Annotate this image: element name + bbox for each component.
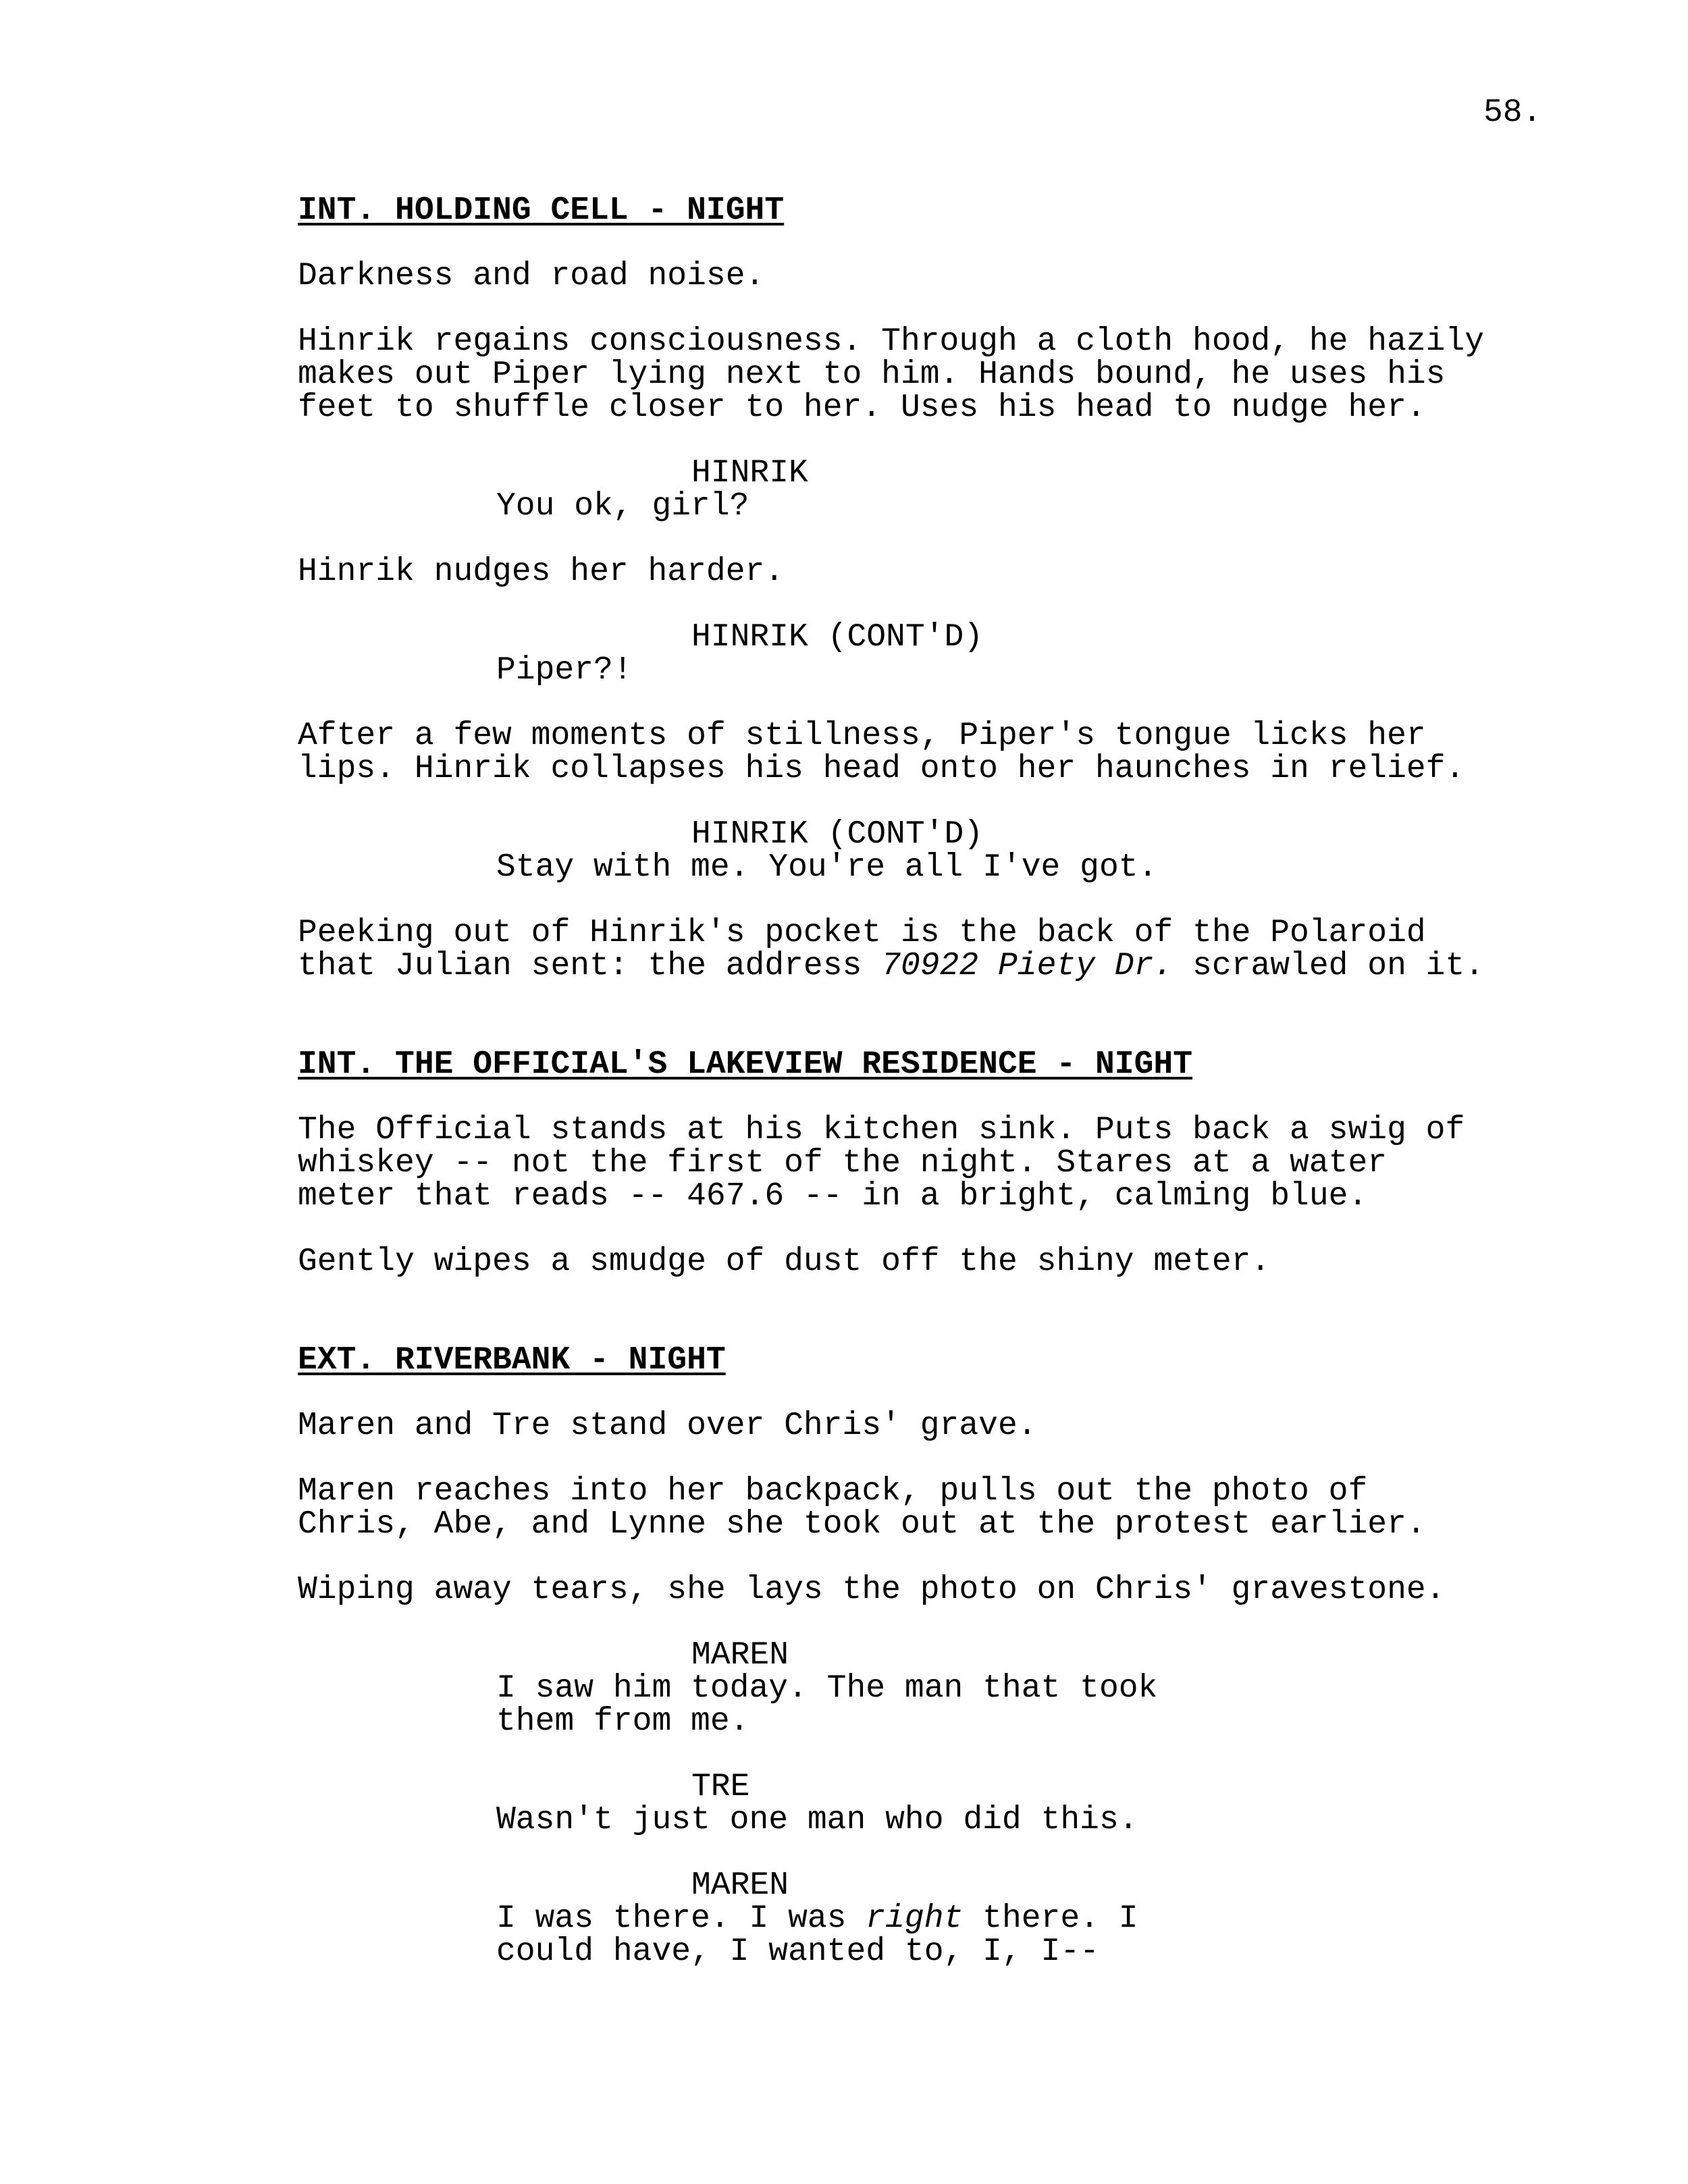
- dialogue-line: them from me.: [496, 1703, 749, 1740]
- action-line: Hinrik nudges her harder.: [298, 554, 785, 590]
- action-line: The Official stands at his kitchen sink. Puts back a swig of: [298, 1112, 1465, 1148]
- action-line: After a few moments of stillness, Piper's tongue licks her: [298, 718, 1426, 754]
- action-line: makes out Piper lying next to him. Hands bound, he uses his: [298, 356, 1446, 393]
- dialogue-line: I saw him today. The man that took: [496, 1670, 1158, 1707]
- action-line-with-address: [298, 950, 1484, 983]
- dialogue-line: Stay with me. You're all I've got.: [496, 849, 1158, 886]
- action-line: Gently wipes a smudge of dust off the shiny meter.: [298, 1244, 1271, 1280]
- address-text: 70922 Piety Dr.: [881, 948, 1173, 984]
- action-line: Darkness and road noise.: [298, 258, 765, 294]
- scene-heading: INT. HOLDING CELL - NIGHT: [298, 192, 785, 229]
- action-line: Wiping away tears, she lays the photo on Chris' gravestone.: [298, 1572, 1446, 1608]
- character-name: TRE: [691, 1769, 750, 1805]
- character-name: MAREN: [691, 1867, 789, 1904]
- action-line: Chris, Abe, and Lynne she took out at the protest earlier.: [298, 1506, 1426, 1543]
- action-text: scrawled on it.: [1173, 948, 1485, 984]
- character-name: MAREN: [691, 1637, 789, 1674]
- action-line: Peeking out of Hinrik's pocket is the back of the Polaroid: [298, 915, 1426, 951]
- character-name: HINRIK (CONT'D): [691, 619, 984, 656]
- action-line: lips. Hinrik collapses his head onto her haunches in relief.: [298, 751, 1465, 787]
- action-line: Maren reaches into her backpack, pulls out the photo of: [298, 1473, 1368, 1510]
- dialogue-line: could have, I wanted to, I, I--: [496, 1934, 1099, 1970]
- dialogue-text: I was there. I was: [496, 1900, 866, 1937]
- action-line: meter that reads -- 467.6 -- in a bright, calming blue.: [298, 1178, 1368, 1215]
- dialogue-line: You ok, girl?: [496, 488, 749, 525]
- scene-heading: EXT. RIVERBANK - NIGHT: [298, 1342, 726, 1379]
- action-text: that Julian sent: the address: [298, 948, 882, 984]
- character-name: HINRIK (CONT'D): [691, 816, 984, 853]
- action-line: Hinrik regains consciousness. Through a cloth hood, he hazily: [298, 323, 1485, 360]
- action-line: feet to shuffle closer to her. Uses his head to nudge her.: [298, 390, 1426, 426]
- dialogue-line-with-emphasis: [496, 1902, 1138, 1936]
- character-name: HINRIK: [691, 455, 808, 491]
- dialogue-line: Piper?!: [496, 652, 633, 689]
- action-line: whiskey -- not the first of the night. Stares at a water: [298, 1145, 1388, 1181]
- scene-heading: INT. THE OFFICIAL'S LAKEVIEW RESIDENCE - NIGHT: [298, 1046, 1193, 1083]
- action-line: Maren and Tre stand over Chris' grave.: [298, 1408, 1037, 1444]
- page-number: 58.: [1483, 95, 1542, 131]
- emphasis-text: right: [866, 1900, 964, 1937]
- dialogue-text: there. I: [963, 1900, 1138, 1937]
- dialogue-line: Wasn't just one man who did this.: [496, 1802, 1138, 1838]
